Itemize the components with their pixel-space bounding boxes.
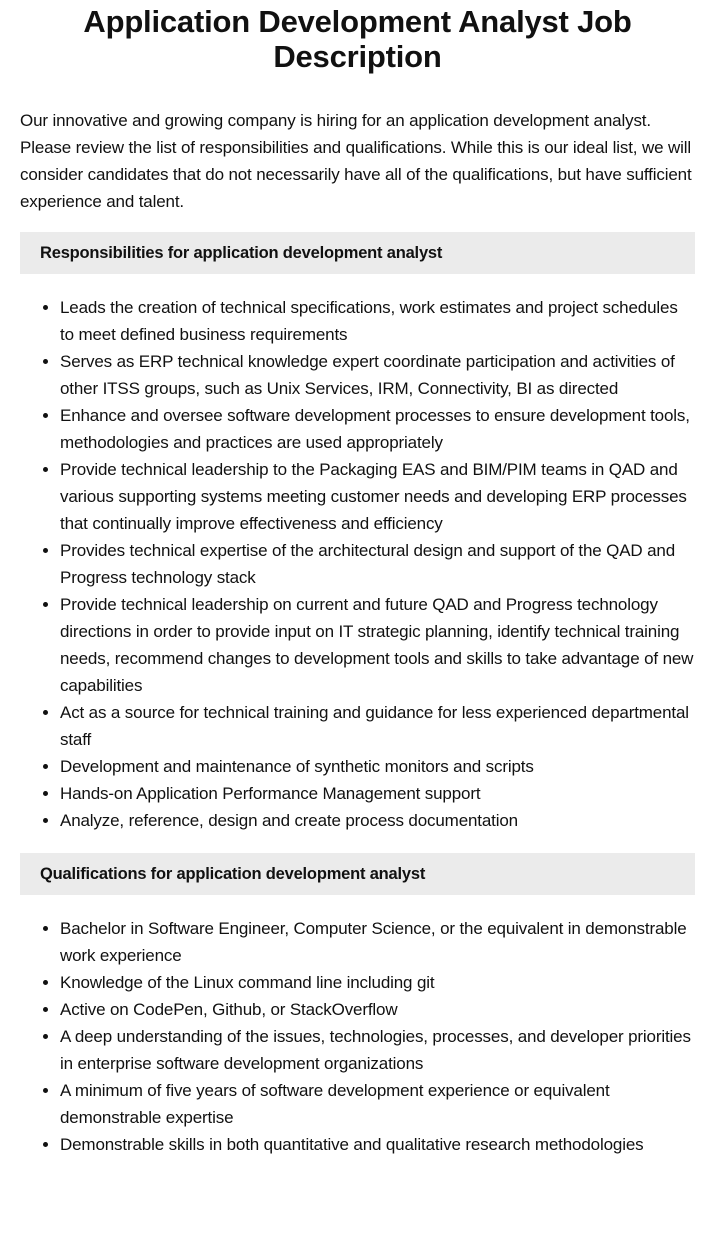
list-item: • Leads the creation of technical specifications, work estimates and project schedules to meet defined business requirements (60, 294, 695, 348)
responsibilities-list (20, 294, 695, 834)
list-item: • Provide technical leadership on current and future QAD and Progress technology directions in order to provide input on IT strategic planning, identify technical training needs, recommend changes to development tools and skills to take advantage of new capabilities (60, 591, 695, 699)
list-item: • Knowledge of the Linux command line including git (60, 969, 695, 996)
list-item: • Hands-on Application Performance Management support (60, 780, 695, 807)
list-item: • A deep understanding of the issues, technologies, processes, and developer priorities in enterprise software development organizations (60, 1023, 695, 1077)
list-item: • Demonstrable skills in both quantitative and qualitative research methodologies (60, 1131, 695, 1158)
list-item: • Active on CodePen, Github, or StackOverflow (60, 996, 695, 1023)
responsibilities-heading: Responsibilities for application development analyst (20, 232, 695, 274)
job-description (0, 4, 720, 1158)
list-item: • Development and maintenance of synthetic monitors and scripts (60, 753, 695, 780)
intro-paragraph: Our innovative and growing company is hiring for an application development analyst. Please review the list of responsibilities and qualifications. While this is our ideal list, we will consider candidates that do not necessarily have all of the qualifications, but have sufficient experience and talent. (20, 111, 692, 211)
list-item: • Analyze, reference, design and create process documentation (60, 807, 695, 834)
list-item: • A minimum of five years of software development experience or equivalent demonstrable expertise (60, 1077, 695, 1131)
list-item: • Bachelor in Software Engineer, Computer Science, or the equivalent in demonstrable work experience (60, 915, 695, 969)
qualifications-list (20, 915, 695, 1158)
page-title: Application Development Analyst Job Description (83, 4, 632, 74)
list-item: • Serves as ERP technical knowledge expert coordinate participation and activities of other ITSS groups, such as Unix Services, IRM, Connectivity, BI as directed (60, 348, 695, 402)
qualifications-heading: Qualifications for application development analyst (20, 853, 695, 895)
list-item: • Enhance and oversee software development processes to ensure development tools, methodologies and practices are used appropriately (60, 402, 695, 456)
list-item: • Provide technical leadership to the Packaging EAS and BIM/PIM teams in QAD and various supporting systems meeting customer needs and developing ERP processes that continually improve effectiveness and efficiency (60, 456, 695, 537)
list-item: • Act as a source for technical training and guidance for less experienced departmental staff (60, 699, 695, 753)
list-item: • Provides technical expertise of the architectural design and support of the QAD and Progress technology stack (60, 537, 695, 591)
